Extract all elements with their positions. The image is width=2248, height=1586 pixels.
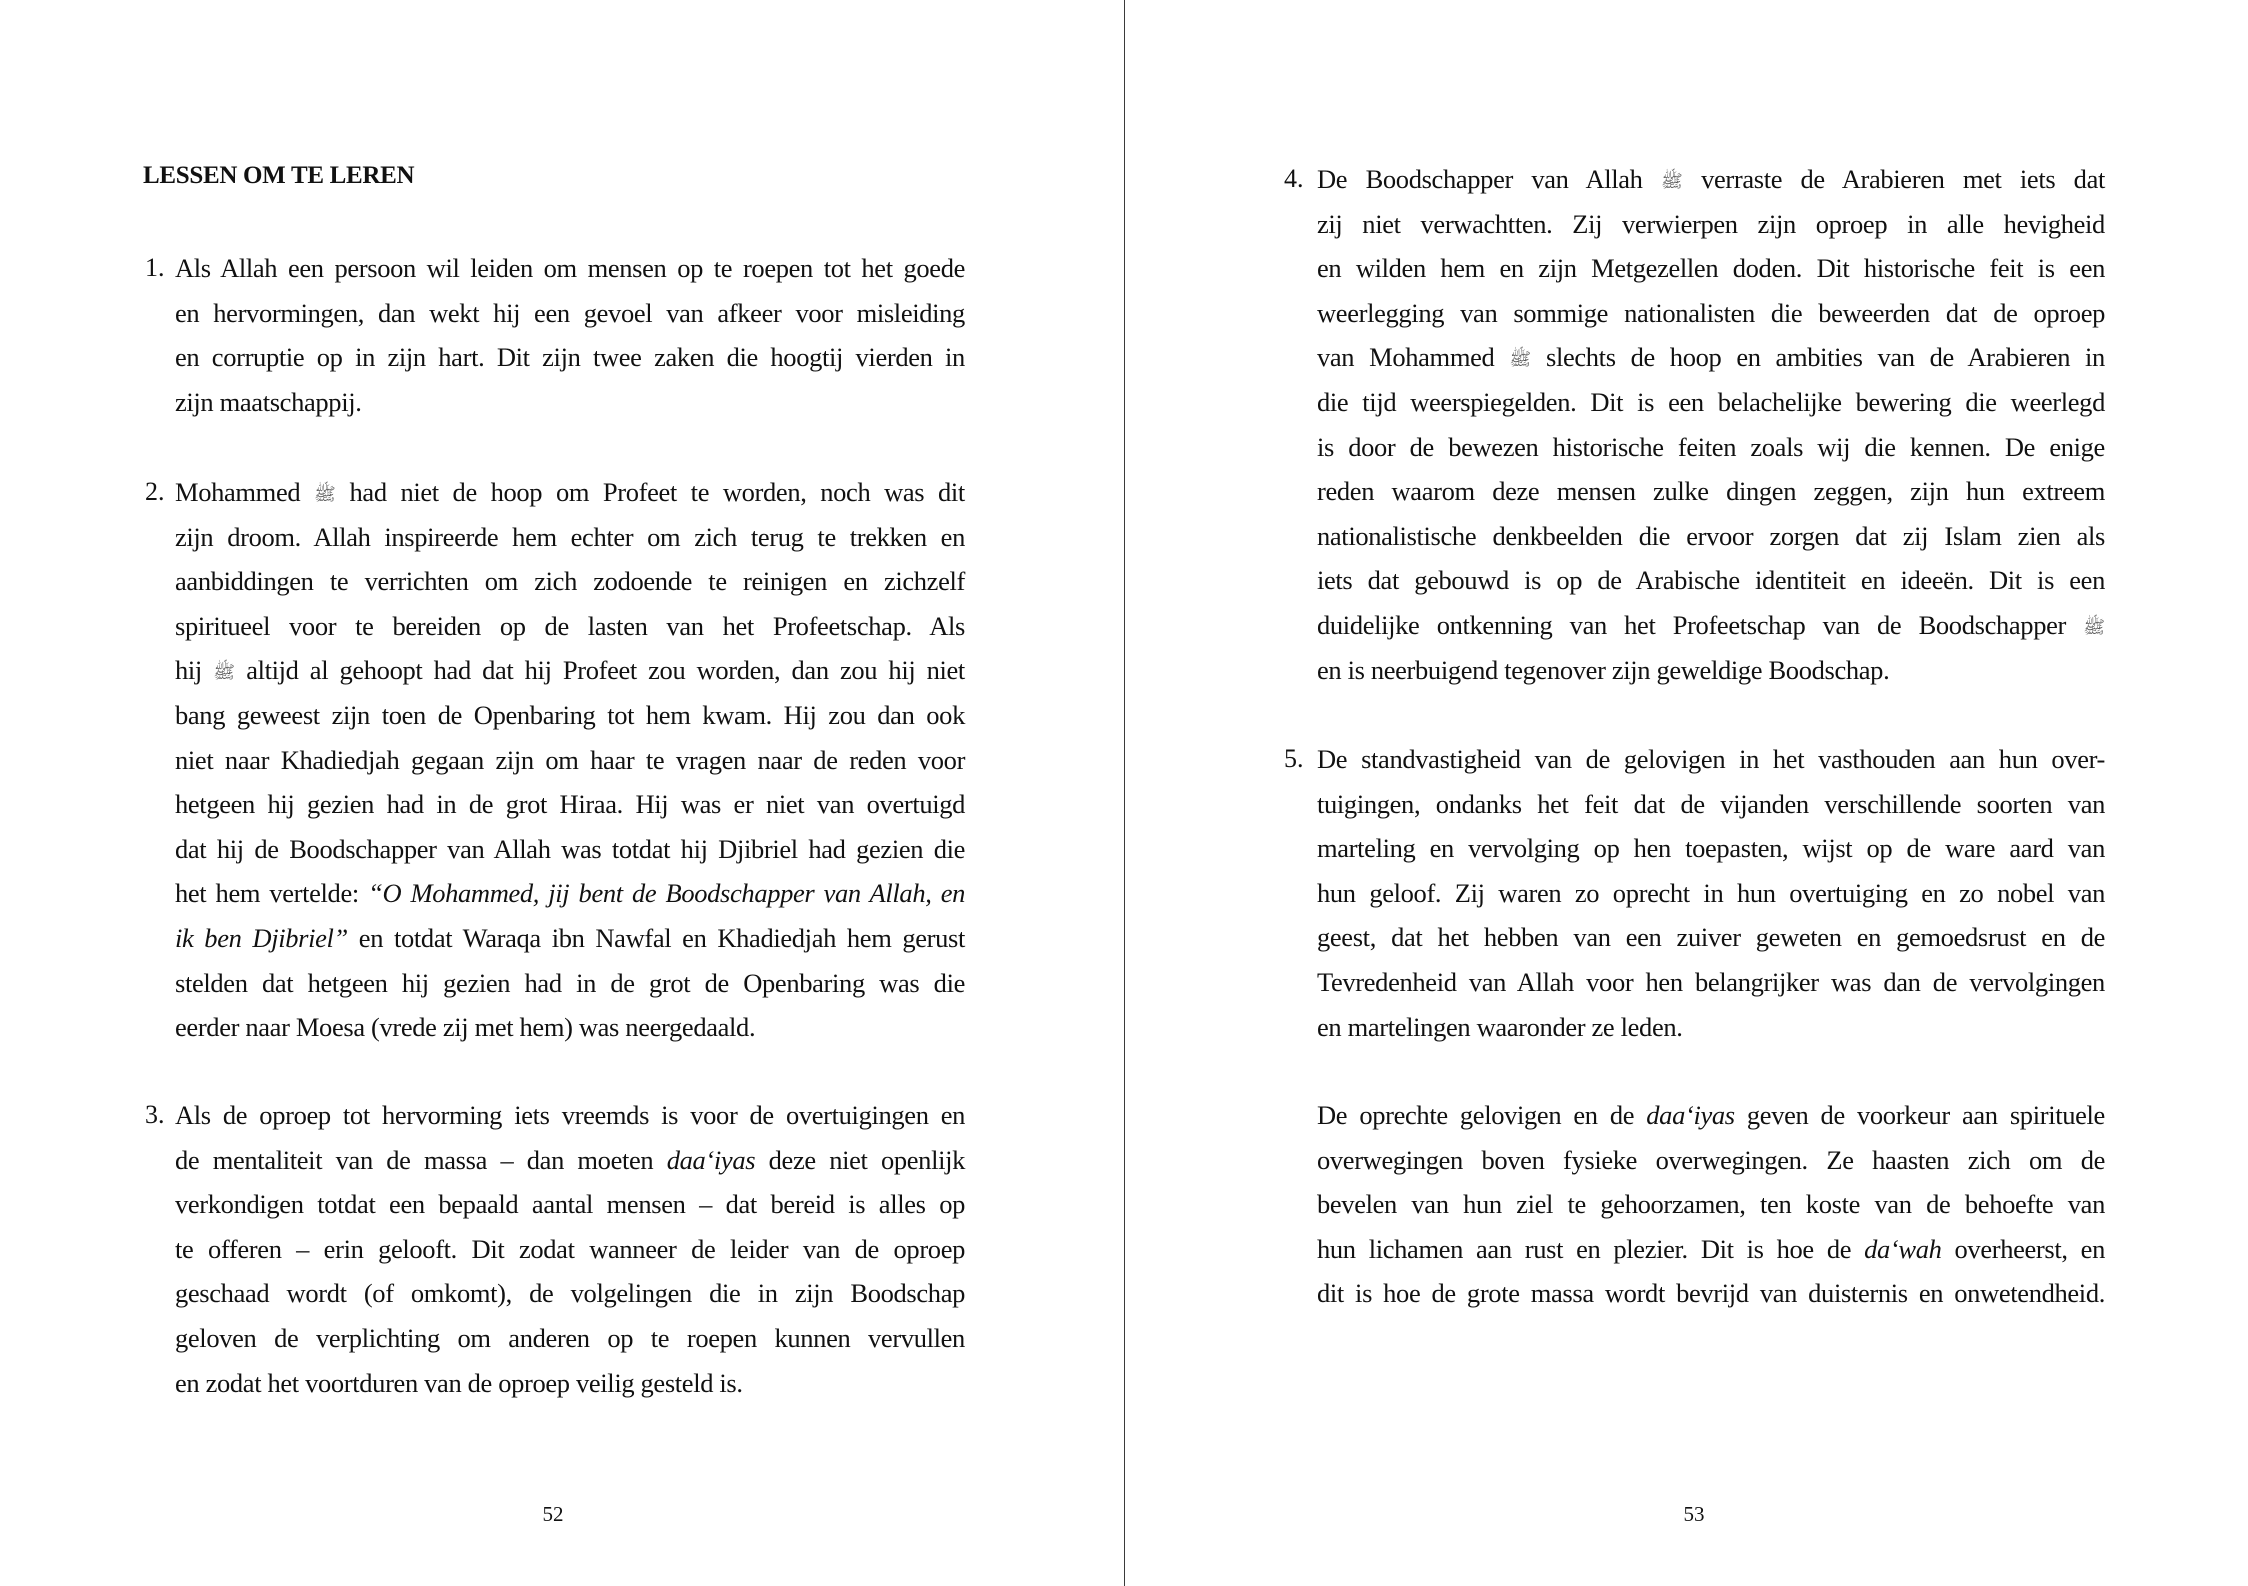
page-number: 52 bbox=[542, 1502, 564, 1526]
text-line: stelden dat hetgeen hij gezien had in de grot de Openbaring was die bbox=[175, 967, 965, 998]
text-line: van Mohammed ﷺ slechts de hoop en ambities van de Arabieren in bbox=[1317, 342, 2105, 373]
text-line: spiritueel voor te bereiden op de lasten van het Profeetschap. Als bbox=[175, 610, 965, 641]
quote-text: ik ben Djibriel” bbox=[175, 922, 348, 953]
list-number: 2. bbox=[145, 477, 165, 506]
text-line: en martelingen waaronder ze leden. bbox=[1317, 1011, 1683, 1042]
list-number: 4. bbox=[1284, 164, 1304, 193]
right-page bbox=[1125, 0, 2248, 1586]
salawat-icon: ﷺ bbox=[1660, 171, 1683, 192]
text-line: niet naar Khadiedjah gegaan zijn om haar te vragen naar de reden voor bbox=[175, 744, 966, 775]
term-daaiyas: daa‘iyas bbox=[666, 1144, 756, 1175]
text-line: die tijd weerspiegelden. Dit is een belachelijke bewering die weerlegd bbox=[1317, 386, 2105, 417]
text-line: en corruptie op in zijn hart. Dit zijn twee zaken die hoogtij vierden in bbox=[175, 342, 965, 373]
text-line: geloven de verplichting om anderen op te roepen kunnen vervullen bbox=[175, 1322, 965, 1353]
text-line: dit is hoe de grote massa wordt bevrijd van duisternis en onwetendheid. bbox=[1317, 1278, 2105, 1309]
text-line: nationalistische denkbeelden die ervoor zorgen dat zij Islam zien als bbox=[1317, 520, 2105, 551]
salawat-icon: ﷺ bbox=[2083, 616, 2105, 638]
text-line: zijn droom. Allah inspireerde hem echter om zich terug te trekken en bbox=[175, 521, 965, 552]
term-daaiyas: daa‘iyas bbox=[1646, 1100, 1735, 1130]
list-number: 1. bbox=[145, 253, 165, 282]
page-number: 53 bbox=[1683, 1502, 1705, 1526]
text-line: De standvastigheid van de gelovigen in het vasthouden aan hun over- bbox=[1317, 744, 2106, 774]
text-line: marteling en vervolging op hen toepasten, wijst op de ware aard van bbox=[1317, 833, 2105, 864]
text-line: geest, dat het hebben van een zuiver geweten en gemoedsrust en de bbox=[1317, 922, 2106, 953]
text-line: het hem vertelde: “O Mohammed, jij bent de Boodschapper van Allah, en bbox=[175, 878, 966, 909]
text-line: zij niet verwachtten. Zij verwierpen zijn oproep in alle hevigheid bbox=[1317, 208, 2105, 239]
text-line: zijn maatschappij. bbox=[175, 386, 362, 417]
text-line: De Boodschapper van Allah ﷺ verraste de Arabieren met iets dat bbox=[1317, 164, 2106, 194]
text-line: De oprechte gelovigen en de daa‘iyas geven de voorkeur aan spirituele bbox=[1317, 1100, 2105, 1130]
text-line: hetgeen hij gezien had in de grot Hiraa. Hij was er niet van overtuigd bbox=[175, 789, 966, 820]
text-line: tuigingen, ondanks het feit dat de vijanden verschillende soorten van bbox=[1317, 788, 2106, 819]
salawat-icon: ﷺ bbox=[314, 484, 336, 505]
term-dawah: da‘wah bbox=[1864, 1233, 1942, 1264]
list-number: 5. bbox=[1284, 744, 1304, 773]
text-line: bevelen van hun ziel te gehoorzamen, ten koste van de behoefte van bbox=[1317, 1189, 2105, 1220]
text-line: bang geweest zijn toen de Openbaring tot hem kwam. Hij zou dan ook bbox=[175, 699, 965, 730]
text-line: geschaad wordt (of omkomt), de volgelingen die in zijn Boodschap bbox=[175, 1278, 966, 1309]
text-line: verkondigen totdat een bepaald aantal mensen – dat bereid is alles op bbox=[175, 1189, 966, 1220]
text-line: iets dat gebouwd is op de Arabische identiteit en ideeën. Dit is een bbox=[1317, 565, 2105, 596]
text-line: ik ben Djibriel” en totdat Waraqa ibn Nawfal en Khadiedjah hem gerust bbox=[175, 922, 966, 953]
text-line: en is neerbuigend tegenover zijn geweldige Boodschap. bbox=[1317, 654, 1890, 685]
salawat-icon: ﷺ bbox=[1509, 349, 1532, 371]
section-heading: LESSEN OM TE LEREN bbox=[143, 162, 415, 189]
text-line: duidelijke ontkenning van het Profeetschap van de Boodschapper ﷺ bbox=[1317, 609, 2105, 640]
text-line: is door de bewezen historische feiten zoals wij die kennen. De enige bbox=[1317, 431, 2105, 462]
closing-paragraph bbox=[1317, 1093, 2105, 1316]
text-line: dat hij de Boodschapper van Allah was totdat hij Djibriel had gezien die bbox=[175, 833, 966, 864]
text-line: eerder naar Moesa (vrede zij met hem) was neergedaald. bbox=[175, 1012, 756, 1043]
text-line: overwegingen boven fysieke overwegingen. Ze haasten zich om de bbox=[1317, 1144, 2106, 1175]
text-line: en wilden hem en zijn Metgezellen doden. Dit historische feit is een bbox=[1317, 253, 2106, 284]
text-line: weerlegging van sommige nationalisten die beweerden dat de oproep bbox=[1317, 297, 2106, 328]
text-line: reden waarom deze mensen zulke dingen zeggen, zijn hun extreem bbox=[1317, 476, 2105, 507]
salawat-icon: ﷺ bbox=[213, 662, 235, 684]
text-line: de mentaliteit van de massa – dan moeten daa‘iyas deze niet openlijk bbox=[175, 1144, 966, 1175]
text-line: hun geloof. Zij waren zo oprecht in hun overtuiging en zo nobel van bbox=[1317, 877, 2106, 908]
text-line: Als Allah een persoon wil leiden om mensen op te roepen tot het goede bbox=[175, 253, 966, 283]
text-line: hun lichamen aan rust en plezier. Dit is hoe de da‘wah overheerst, en bbox=[1317, 1233, 2105, 1264]
text-line: Tevredenheid van Allah voor hen belangrijker was dan de vervolgingen bbox=[1317, 966, 2105, 997]
quote-text: “O Mohammed, jij bent de Boodschapper van Allah, en bbox=[368, 878, 966, 909]
text-line: Als de oproep tot hervorming iets vreemds is voor de overtuigingen en bbox=[175, 1100, 966, 1130]
text-line: hij ﷺ altijd al gehoopt had dat hij Profeet zou worden, dan zou hij niet bbox=[175, 655, 965, 686]
text-line: te offeren – erin gelooft. Dit zodat wanneer de leider van de oproep bbox=[175, 1233, 966, 1264]
list-number: 3. bbox=[145, 1100, 165, 1129]
text-line: en hervormingen, dan wekt hij een gevoel van afkeer voor misleiding bbox=[175, 297, 965, 328]
text-line: aanbiddingen te verrichten om zich zodoende te reinigen en zichzelf bbox=[175, 566, 965, 597]
text-line: Mohammed ﷺ had niet de hoop om Profeet te worden, noch was dit bbox=[175, 477, 965, 507]
text-line: en zodat het voortduren van de oproep veilig gesteld is. bbox=[175, 1367, 743, 1398]
